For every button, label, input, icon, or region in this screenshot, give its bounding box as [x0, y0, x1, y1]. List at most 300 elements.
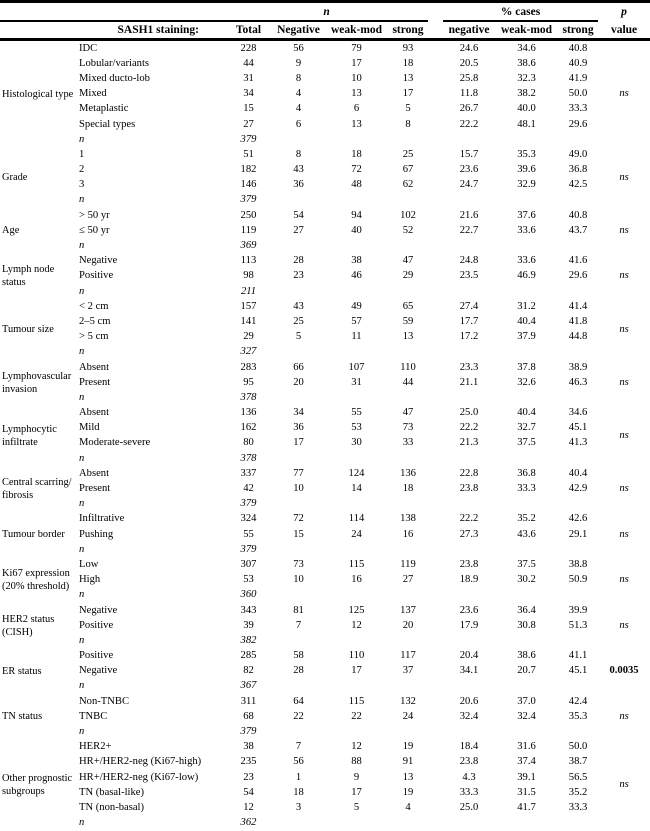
- group-label-line: Ki67 expression: [2, 568, 70, 580]
- group-label-line: fibrosis: [2, 490, 34, 502]
- empty-cell: [495, 679, 558, 694]
- count-cell-2: 13: [351, 88, 362, 100]
- group-label-line: Histological type: [2, 88, 74, 100]
- n-label-cell: n: [79, 240, 85, 252]
- count-cell-2: 107: [348, 361, 365, 373]
- table-row: [0, 406, 650, 421]
- pct-cell-0: 23.6: [459, 164, 479, 176]
- count-cell-2: 57: [351, 315, 362, 327]
- header-gap: [428, 2, 443, 22]
- count-cell-3: 102: [400, 209, 416, 221]
- n-label-cell: n: [79, 543, 85, 555]
- gap-cell: [428, 314, 443, 329]
- n-summary-row: [0, 451, 650, 466]
- count-cell-1: 3: [295, 801, 302, 813]
- empty-cell: [495, 238, 558, 253]
- count-cell-3: 5: [405, 103, 411, 115]
- empty-cell: [558, 132, 598, 147]
- count-cell-2: 6: [353, 103, 360, 115]
- count-cell-0: 55: [243, 528, 254, 540]
- gap-cell: [428, 117, 443, 132]
- count-cell-1: 8: [295, 72, 302, 84]
- pct-cell-1: 30.2: [517, 574, 536, 586]
- empty-cell: [443, 193, 495, 208]
- pct-cell-2: 50.9: [568, 574, 588, 586]
- count-cell-2: 125: [348, 604, 365, 616]
- empty-cell: [272, 542, 325, 557]
- empty-cell: [325, 193, 388, 208]
- pct-cell-0: 27.4: [459, 300, 479, 312]
- table-row: [0, 800, 650, 815]
- count-cell-1: 43: [293, 164, 304, 176]
- gap-cell: [428, 497, 443, 512]
- empty-cell: [388, 816, 428, 831]
- n-summary-row: [0, 542, 650, 557]
- table-row: [0, 573, 650, 588]
- count-cell-2: 17: [351, 786, 362, 798]
- pct-cell-1: 36.4: [517, 604, 536, 616]
- n-total-cell: 379: [240, 543, 257, 555]
- gap-cell: [428, 330, 443, 345]
- count-cell-2: 53: [351, 422, 362, 434]
- pct-cell-2: 45.1: [568, 422, 588, 434]
- count-cell-0: 307: [240, 558, 257, 570]
- count-cell-3: 13: [402, 72, 414, 84]
- gap-cell: [428, 573, 443, 588]
- pct-cell-0: 22.7: [459, 224, 479, 236]
- n-summary-row: [0, 588, 650, 603]
- table-row: [0, 87, 650, 102]
- empty-cell: [272, 588, 325, 603]
- pct-cell-2: 38.7: [568, 756, 588, 768]
- count-cell-1: 43: [293, 300, 304, 312]
- count-cell-0: 80: [243, 437, 254, 449]
- subcategory-cell: 3: [79, 179, 85, 191]
- gap-cell: [428, 299, 443, 314]
- empty-cell: [495, 633, 558, 648]
- group-label-line: Grade: [2, 172, 28, 184]
- pct-cell-2: 42.6: [568, 513, 588, 525]
- pct-cell-1: 39.6: [517, 164, 536, 176]
- empty-cell: [443, 588, 495, 603]
- empty-cell: [443, 451, 495, 466]
- count-cell-1: 56: [293, 42, 304, 54]
- count-cell-0: 146: [240, 179, 257, 191]
- pct-cell-2: 46.3: [568, 376, 588, 388]
- pct-cell-1: 46.9: [517, 270, 536, 282]
- gap-cell: [428, 208, 443, 223]
- pct-cell-0: 22.8: [459, 467, 479, 479]
- count-cell-1: 54: [293, 209, 304, 221]
- pct-cell-0: 21.1: [459, 376, 479, 388]
- empty-cell: [558, 451, 598, 466]
- empty-cell: [388, 724, 428, 739]
- empty-cell: [325, 284, 388, 299]
- count-cell-1: 81: [293, 604, 304, 616]
- pct-cell-2: 40.8: [568, 209, 588, 221]
- empty-cell: [558, 284, 598, 299]
- pct-cell-2: 49.0: [568, 148, 588, 160]
- subcategory-cell: 2–5 cm: [79, 315, 111, 327]
- empty-cell: [388, 345, 428, 360]
- pct-cell-0: 22.2: [459, 422, 479, 434]
- n-total-cell: 327: [240, 346, 257, 358]
- subcategory-cell: Infiltrative: [79, 513, 125, 525]
- table-row: [0, 71, 650, 86]
- group-label-line: Tumour border: [2, 529, 65, 541]
- n-label-cell: n: [79, 194, 85, 206]
- empty-cell: [272, 132, 325, 147]
- gap-cell: [428, 102, 443, 117]
- empty-cell: [558, 238, 598, 253]
- count-cell-3: 59: [402, 315, 414, 327]
- pct-cell-2: 40.4: [568, 467, 588, 479]
- subcategory-cell: Negative: [79, 665, 118, 677]
- pct-cell-0: 23.3: [459, 361, 479, 373]
- empty-cell: [325, 816, 388, 831]
- pct-cell-1: 32.7: [517, 422, 536, 434]
- p-value-cell: ns: [619, 224, 629, 236]
- table-row: [0, 481, 650, 496]
- col-header-pct-weak-mod: weak-mod: [495, 21, 558, 40]
- table-row: [0, 421, 650, 436]
- table-row: [0, 740, 650, 755]
- col-header-pct-negative: negative: [443, 21, 495, 40]
- count-cell-3: 25: [402, 148, 414, 160]
- count-cell-2: 12: [351, 741, 362, 753]
- count-cell-3: 16: [402, 528, 414, 540]
- table-row: [0, 40, 650, 57]
- pct-cell-0: 23.5: [459, 270, 479, 282]
- table-row: [0, 147, 650, 162]
- count-cell-3: 67: [402, 164, 414, 176]
- count-cell-1: 73: [293, 558, 304, 570]
- p-value-cell: ns: [619, 376, 629, 388]
- gap-cell: [428, 451, 443, 466]
- empty-cell: [272, 816, 325, 831]
- pct-cell-0: 20.5: [459, 57, 479, 69]
- count-cell-2: 48: [351, 179, 362, 191]
- count-cell-2: 12: [351, 619, 362, 631]
- pct-cell-1: 34.6: [517, 42, 536, 54]
- pct-cell-1: 37.5: [517, 437, 536, 449]
- count-cell-3: 24: [402, 710, 414, 722]
- count-cell-1: 6: [295, 118, 302, 130]
- empty-cell: [443, 724, 495, 739]
- group-label-line: subgroups: [2, 786, 45, 798]
- count-cell-1: 56: [293, 756, 304, 768]
- count-cell-3: 37: [402, 665, 414, 677]
- subcategory-cell: ≤ 50 yr: [79, 224, 110, 236]
- empty-cell: [272, 679, 325, 694]
- pct-cell-1: 37.9: [517, 331, 536, 343]
- count-cell-2: 30: [351, 437, 362, 449]
- count-cell-3: 19: [402, 786, 414, 798]
- col-header-strong: strong: [388, 21, 428, 40]
- gap-cell: [428, 679, 443, 694]
- table-row: [0, 770, 650, 785]
- pct-cell-2: 40.8: [568, 42, 588, 54]
- pct-cell-1: 43.6: [517, 528, 536, 540]
- subcategory-cell: HR+/HER2-neg (Ki67-high): [79, 756, 202, 768]
- empty-cell: [558, 497, 598, 512]
- n-label-cell: n: [79, 133, 85, 145]
- gap-cell: [428, 193, 443, 208]
- count-cell-3: 91: [402, 756, 414, 768]
- subcategory-cell: Negative: [79, 255, 118, 267]
- count-cell-3: 137: [400, 604, 416, 616]
- table-row: [0, 603, 650, 618]
- pct-cell-2: 33.3: [568, 103, 588, 115]
- gap-cell: [428, 436, 443, 451]
- group-label-cell: [0, 694, 78, 740]
- group-label-cell: [0, 603, 78, 649]
- empty-cell: [443, 542, 495, 557]
- table-row: [0, 436, 650, 451]
- empty-cell: [443, 132, 495, 147]
- count-cell-1: 27: [293, 224, 304, 236]
- table-row: [0, 223, 650, 238]
- count-cell-3: 47: [402, 407, 414, 419]
- count-cell-3: 65: [402, 300, 414, 312]
- pct-cell-1: 36.8: [517, 467, 536, 479]
- count-cell-2: 88: [351, 756, 362, 768]
- count-cell-2: 24: [351, 528, 362, 540]
- group-label-line: invasion: [2, 383, 38, 395]
- empty-cell: [495, 345, 558, 360]
- group-label-cell: [0, 299, 78, 360]
- pct-cell-2: 41.8: [568, 315, 588, 327]
- group-label-line: Tumour size: [2, 324, 54, 336]
- subcategory-cell: TN (basal-like): [79, 786, 145, 798]
- group-label-cell: [0, 512, 78, 558]
- gap-cell: [428, 664, 443, 679]
- gap-cell: [428, 816, 443, 831]
- empty-cell: [388, 284, 428, 299]
- empty-cell: [558, 724, 598, 739]
- count-cell-3: 33: [402, 437, 414, 449]
- count-cell-2: 17: [351, 57, 362, 69]
- count-cell-0: 162: [240, 422, 257, 434]
- count-cell-0: 15: [243, 103, 254, 115]
- count-cell-3: 18: [402, 483, 414, 495]
- empty-cell: [443, 679, 495, 694]
- group-label-line: Lymph node: [2, 264, 55, 276]
- col-header-negative: Negative: [272, 21, 325, 40]
- pct-cell-1: 37.5: [517, 558, 536, 570]
- table-row: [0, 269, 650, 284]
- p-value-cell: 0.0035: [609, 665, 639, 677]
- table-row: [0, 330, 650, 345]
- pct-cell-0: 18.4: [459, 741, 479, 753]
- n-total-cell: 378: [240, 391, 257, 403]
- empty-cell: [443, 345, 495, 360]
- pct-cell-0: 22.2: [459, 118, 479, 130]
- count-cell-0: 98: [243, 270, 254, 282]
- pct-cell-2: 42.4: [568, 695, 588, 707]
- subcategory-cell: Metaplastic: [79, 103, 129, 115]
- group-label-line: infiltrate: [2, 436, 38, 448]
- n-total-cell: 379: [240, 726, 257, 738]
- pct-cell-0: 25.8: [459, 72, 479, 84]
- count-cell-1: 17: [293, 437, 304, 449]
- pct-cell-0: 21.3: [459, 437, 479, 449]
- count-cell-2: 10: [351, 72, 362, 84]
- count-cell-1: 18: [293, 786, 304, 798]
- n-summary-row: [0, 132, 650, 147]
- count-cell-1: 28: [293, 255, 304, 267]
- count-cell-1: 7: [295, 619, 302, 631]
- pct-cell-0: 17.7: [459, 315, 479, 327]
- gap-cell: [428, 421, 443, 436]
- count-cell-2: 49: [351, 300, 362, 312]
- pct-cell-1: 31.5: [517, 786, 536, 798]
- group-label-cell: [0, 147, 78, 208]
- subcategory-cell: Positive: [79, 619, 114, 631]
- count-cell-2: 5: [353, 801, 360, 813]
- count-cell-3: 138: [400, 513, 416, 525]
- empty-cell: [558, 390, 598, 405]
- col-header-total: Total: [225, 21, 272, 40]
- gap-cell: [428, 709, 443, 724]
- empty-cell: [558, 193, 598, 208]
- n-total-cell: 379: [240, 194, 257, 206]
- pct-cell-0: 34.1: [459, 665, 479, 677]
- pct-cell-1: 40.0: [517, 103, 536, 115]
- pct-cell-1: 37.8: [517, 361, 536, 373]
- pct-cell-1: 39.1: [517, 771, 536, 783]
- empty-cell: [272, 390, 325, 405]
- count-cell-1: 36: [293, 422, 304, 434]
- count-cell-1: 25: [293, 315, 304, 327]
- count-cell-1: 9: [295, 57, 302, 69]
- count-cell-3: 19: [402, 741, 414, 753]
- p-value-cell: ns: [619, 619, 629, 631]
- pct-cell-2: 42.5: [568, 179, 588, 191]
- p-value-cell: ns: [619, 270, 629, 282]
- empty-cell: [495, 451, 558, 466]
- table-row: [0, 102, 650, 117]
- pct-cell-2: 38.9: [568, 361, 588, 373]
- pct-cell-2: 51.3: [568, 619, 588, 631]
- table-row: [0, 557, 650, 572]
- pct-cell-1: 37.4: [517, 756, 536, 768]
- empty-cell: [443, 816, 495, 831]
- pct-cell-1: 41.7: [517, 801, 536, 813]
- empty-cell: [495, 816, 558, 831]
- count-cell-0: 53: [243, 574, 254, 586]
- empty-cell: [388, 390, 428, 405]
- pct-cell-2: 29.6: [568, 118, 588, 130]
- pct-cell-2: 43.7: [568, 224, 588, 236]
- count-cell-2: 9: [353, 771, 360, 783]
- group-label-cell: [0, 406, 78, 467]
- gap-cell: [428, 724, 443, 739]
- n-summary-row: [0, 390, 650, 405]
- empty-cell: [325, 724, 388, 739]
- empty-cell: [495, 588, 558, 603]
- gap-cell: [428, 375, 443, 390]
- count-cell-2: 124: [348, 467, 365, 479]
- empty-cell: [272, 284, 325, 299]
- pct-cell-1: 48.1: [517, 118, 536, 130]
- pct-cell-1: 33.6: [517, 224, 536, 236]
- count-cell-2: 55: [351, 407, 362, 419]
- empty-cell: [388, 193, 428, 208]
- empty-cell: [388, 132, 428, 147]
- subcategory-cell: HER2+: [79, 741, 112, 753]
- pct-cell-0: 20.6: [459, 695, 479, 707]
- table-row: [0, 375, 650, 390]
- count-cell-1: 34: [293, 407, 304, 419]
- count-cell-3: 13: [402, 331, 414, 343]
- group-label-cell: [0, 254, 78, 300]
- pct-cell-1: 32.6: [517, 376, 536, 388]
- p-value-cell: ns: [619, 483, 629, 495]
- subcategory-cell: High: [79, 574, 101, 586]
- count-cell-3: 18: [402, 57, 414, 69]
- pct-cell-1: 31.6: [517, 741, 536, 753]
- empty-cell: [272, 497, 325, 512]
- subcategory-cell: Pushing: [79, 528, 114, 540]
- count-cell-1: 64: [293, 695, 304, 707]
- p-header-line1: p: [621, 6, 627, 18]
- count-cell-2: 31: [351, 376, 362, 388]
- pct-cell-0: 18.9: [459, 574, 479, 586]
- pct-cell-1: 20.7: [517, 665, 536, 677]
- pct-cell-1: 32.9: [517, 179, 536, 191]
- count-cell-1: 4: [295, 103, 302, 115]
- count-cell-0: 250: [240, 209, 257, 221]
- pct-cell-0: 23.8: [459, 483, 479, 495]
- count-cell-1: 23: [293, 270, 304, 282]
- pct-cell-2: 40.9: [568, 57, 588, 69]
- table-row: [0, 299, 650, 314]
- pct-cell-2: 35.3: [568, 710, 588, 722]
- staining-label: SASH1 staining:: [0, 21, 225, 40]
- p-value-cell: ns: [619, 88, 629, 100]
- pct-cell-2: 29.1: [568, 528, 588, 540]
- n-total-cell: 360: [240, 589, 257, 601]
- empty-cell: [388, 588, 428, 603]
- n-summary-row: [0, 724, 650, 739]
- count-cell-0: 119: [240, 224, 257, 236]
- subcategory-cell: Absent: [79, 361, 110, 373]
- n-total-cell: 362: [240, 817, 257, 829]
- group-label-cell: [0, 649, 78, 695]
- subcategory-cell: 2: [79, 164, 85, 176]
- group-label-line: Age: [2, 225, 20, 237]
- table-row: [0, 527, 650, 542]
- pct-cell-2: 41.1: [568, 650, 588, 662]
- pct-cell-2: 41.4: [568, 300, 588, 312]
- count-cell-3: 29: [402, 270, 414, 282]
- group-label-line: (CISH): [2, 626, 33, 638]
- count-cell-1: 20: [293, 376, 304, 388]
- gap-cell: [428, 527, 443, 542]
- pct-cell-0: 26.7: [459, 103, 479, 115]
- count-cell-2: 115: [348, 558, 365, 570]
- gap-cell: [428, 390, 443, 405]
- pct-cell-0: 23.8: [459, 756, 479, 768]
- table-row: [0, 466, 650, 481]
- n-total-cell: 382: [240, 634, 257, 646]
- count-cell-0: 31: [243, 72, 254, 84]
- gap-cell: [428, 785, 443, 800]
- pct-cell-2: 39.9: [568, 604, 588, 616]
- pct-cell-0: 22.2: [459, 513, 479, 525]
- table-row: [0, 117, 650, 132]
